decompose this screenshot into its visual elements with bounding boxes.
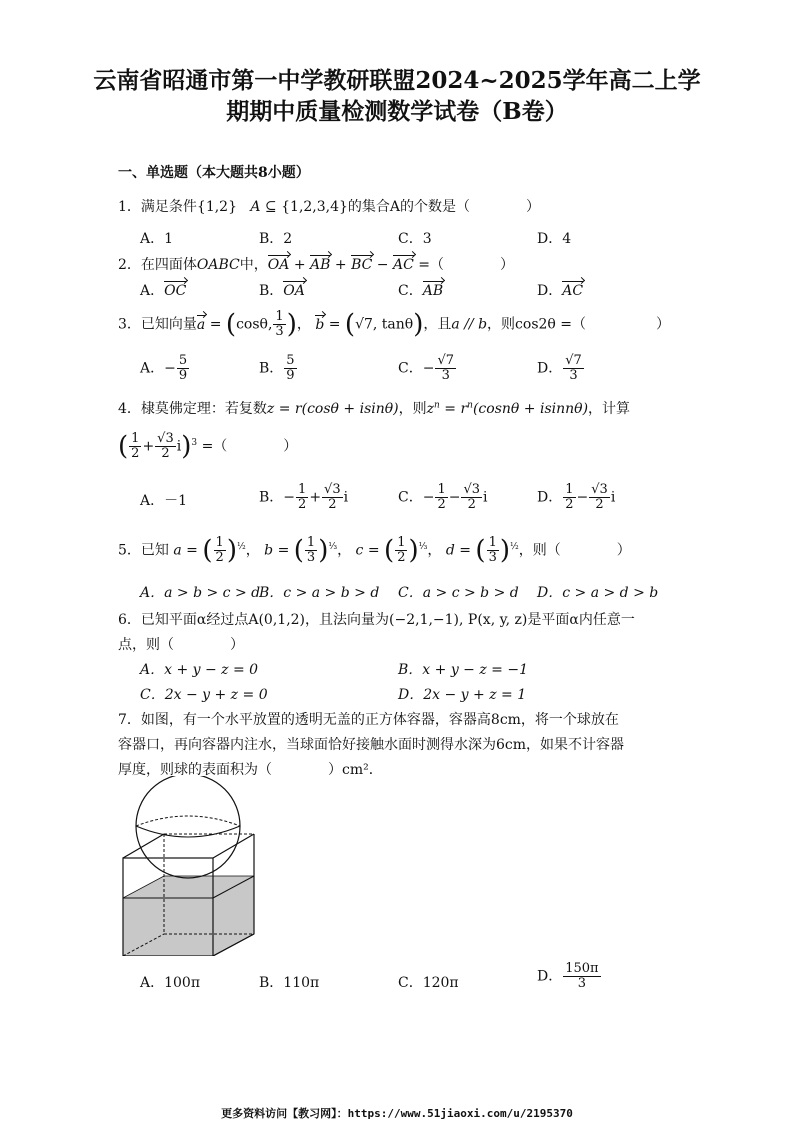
question-4-expression: ( $\frac{1}{2}$ + $\frac{√3}{2}$ i)$^3$ =（ ） xyxy=(118,431,298,462)
question-5: 5．已知 a = ( $\frac{1}{2}$ )$^{\frac{1}{2}}$， b = ( $\frac{1}{3}$ )$^{\frac{1}{3}}$， c = ( $\frac{1}{2}$ )$^{\frac{1}{3}}$， d = ( $\frac{1}{3}$ )$^{\frac{1}{2}}$，则（ ） xyxy=(118,535,631,566)
footer-link[interactable]: 更多资料访问【教习网】：https://www.51jiaoxi.com/u/2195370 xyxy=(221,1107,573,1120)
question-7-line-1: 7．如图，有一个水平放置的透明无盖的正方体容器，容器高8cm，将一个球放在 xyxy=(118,712,619,728)
q1-option-d: D．4 xyxy=(537,231,572,247)
q2-option-b: B．OA xyxy=(259,283,305,299)
q2-option-a: A．OC xyxy=(140,283,187,299)
q5-option-b: B．c > a > b > d xyxy=(259,585,380,601)
q7-option-a: A．100π xyxy=(140,975,201,991)
q6-option-b: B．x + y − z = −1 xyxy=(398,662,528,678)
q3-option-c: C．− $\frac{√7}{3}$ xyxy=(398,353,455,383)
section-heading: 一、单选题（本大题共8小题） xyxy=(118,165,310,181)
question-7-line-2: 容器口，再向容器内注水，当球面恰好接触水面时测得水深为6cm，如果不计容器 xyxy=(118,737,625,753)
question-2: 2．在四面体OABC中，OA + AB + BC − AC =（ ） xyxy=(118,257,514,273)
cube-sphere-figure xyxy=(118,776,268,956)
q1-option-c: C．3 xyxy=(398,231,432,247)
q6-option-a: A．x + y − z = 0 xyxy=(140,662,259,678)
q6-option-c: C．2x − y + z = 0 xyxy=(140,687,268,703)
q4-option-b: B．− $\frac{1}{2}$ + $\frac{√3}{2}$ i xyxy=(259,482,349,512)
title-line-2: 期期中质量检测数学试卷（B卷） xyxy=(226,98,568,125)
q3-option-d: D． $\frac{√7}{3}$ xyxy=(537,353,582,383)
question-4: 4．棣莫佛定理：若复数z = r(cosθ + isinθ)，则$z^n = r^n(\cos n\theta + isinn\theta)$，计算 xyxy=(118,400,631,417)
q7-option-d: D． $\frac{150\pi}{3}$ xyxy=(537,961,599,991)
question-1: 1．满足条件{1,2} A ⊆ {1,2,3,4}的集合A的个数是（ ） xyxy=(118,199,541,215)
q1-option-b: B．2 xyxy=(259,231,293,247)
q4-option-d: D． $\frac{1}{2}$ − $\frac{√3}{2}$ i xyxy=(537,482,616,512)
q2-option-d: D．AC xyxy=(537,283,584,299)
q1-option-a: A．1 xyxy=(140,231,174,247)
q2-option-c: C．AB xyxy=(398,283,444,299)
q3-option-a: A．− $\frac{5}{9}$ xyxy=(140,353,188,383)
q3-option-b: B． $\frac{5}{9}$ xyxy=(259,353,295,383)
q5-option-c: C．a > c > b > d xyxy=(398,585,519,601)
q6-option-d: D．2x − y + z = 1 xyxy=(398,687,527,703)
question-3: 3．已知向量a = (cosθ, $\frac{1}{3}$ )， b = (√7, tanθ)，且a // b，则cos2θ =（ ） xyxy=(118,309,671,340)
title-line-1: 云南省昭通市第一中学教研联盟2024~2025学年高二上学 xyxy=(93,67,701,94)
q5-option-a: A．a > b > c > d xyxy=(140,585,261,601)
question-6-line-1: 6．已知平面α经过点A(0,1,2)，且法向量为(−2,1,−1), P(x, y, z)是平面α内任意一 xyxy=(118,612,635,628)
q7-option-c: C．120π xyxy=(398,975,459,991)
q4-option-c: C．− $\frac{1}{2}$ − $\frac{√3}{2}$ i xyxy=(398,482,488,512)
q7-option-b: B．110π xyxy=(259,975,320,991)
question-6-line-2: 点，则（ ） xyxy=(118,637,244,653)
question-7-line-3: 厚度，则球的表面积为（ ）cm²． xyxy=(118,762,383,778)
q5-option-d: D．c > a > d > b xyxy=(537,585,659,601)
q4-option-a: A．－1 xyxy=(140,493,188,509)
